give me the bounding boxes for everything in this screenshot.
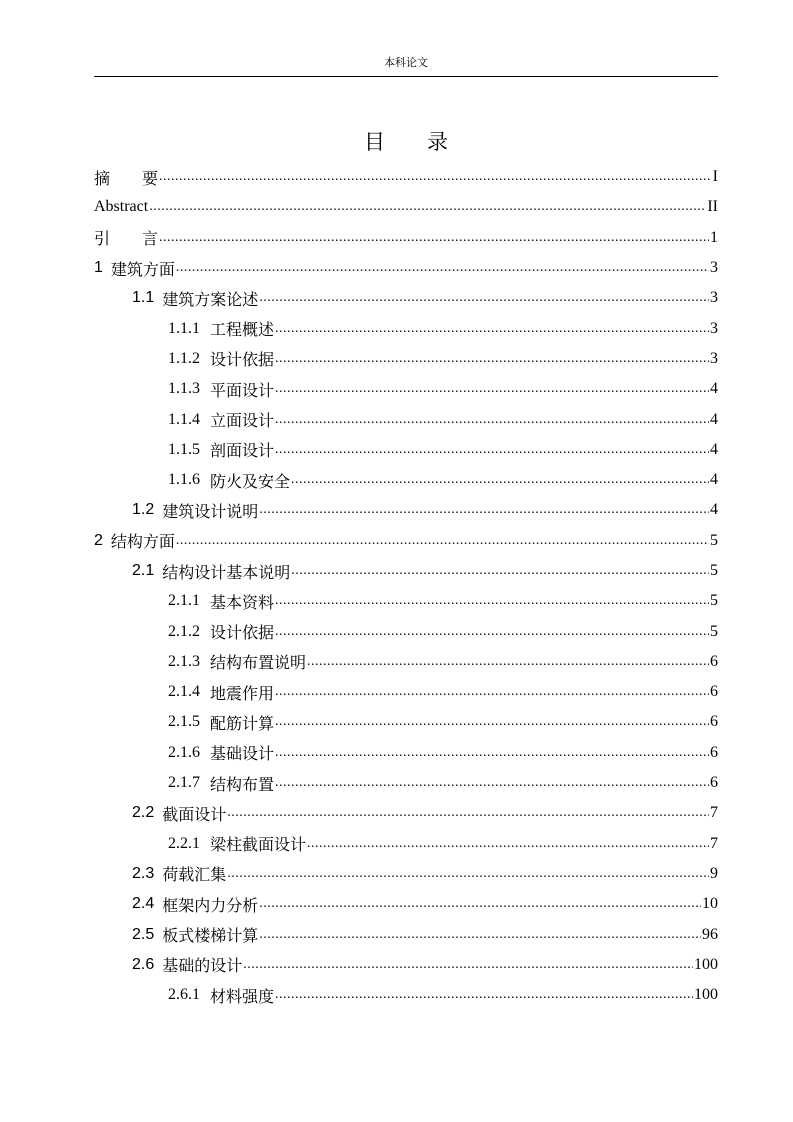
toc-entry-page: 7	[710, 834, 718, 852]
toc-entry[interactable]	[94, 980, 718, 1010]
toc-entry-page: 5	[710, 562, 718, 579]
dot-leader	[275, 684, 709, 700]
toc-entry-number: 2.1.6	[168, 743, 200, 761]
toc-title-char-1: 目	[364, 130, 385, 154]
toc-entry-label: 建筑方案论述	[162, 291, 259, 309]
toc-entry[interactable]	[94, 495, 718, 525]
toc-entry-label-char: 引	[94, 231, 111, 249]
toc-entry-label: 基本资料	[210, 594, 275, 612]
toc-entry-label: 地震作用	[210, 685, 275, 703]
toc-entry-label: 配筋计算	[210, 715, 275, 733]
toc-entry[interactable]	[94, 526, 718, 556]
toc-entry-label: 材料强度	[210, 988, 275, 1006]
toc-entry-page: 6	[710, 774, 718, 792]
dot-leader	[275, 321, 709, 337]
toc-entry-label-char: 摘	[94, 170, 111, 188]
dot-leader	[291, 563, 709, 579]
toc-title	[94, 128, 718, 156]
toc-entry-number: 1.1.1	[168, 319, 200, 337]
toc-entry-label: 板式楼梯计算	[162, 928, 259, 946]
toc-entry[interactable]	[94, 465, 718, 495]
toc-entry-number: 1.1.5	[168, 440, 200, 458]
toc-entry-page: 6	[710, 743, 718, 761]
toc-entry-page: 9	[710, 864, 718, 882]
toc-entry-label: 基础设计	[210, 746, 275, 764]
toc-entry-page: 100	[694, 986, 718, 1004]
toc-entry-number: 2.2.1	[168, 834, 200, 852]
toc-entry[interactable]	[94, 950, 718, 980]
dot-leader	[275, 714, 709, 730]
toc-entry-number: 2.3	[132, 864, 155, 882]
dot-leader	[291, 472, 709, 488]
toc-entry-label: 截面设计	[162, 806, 227, 824]
toc-entry-number: 2.6.1	[168, 986, 200, 1004]
toc-entry-label: 框架内力分析	[162, 897, 259, 915]
toc-entry-page: 1	[710, 228, 718, 246]
dot-leader	[176, 533, 709, 549]
toc-entry[interactable]	[94, 919, 718, 949]
dot-leader	[275, 775, 709, 791]
toc-entry-page: 5	[710, 622, 718, 640]
toc-entry-page: 100	[694, 955, 718, 973]
toc-entry[interactable]	[94, 889, 718, 919]
toc-entry-page: 3	[710, 319, 718, 337]
toc-entry[interactable]	[94, 313, 718, 343]
dot-leader	[259, 502, 709, 518]
toc-entry-number: 1.1.4	[168, 410, 200, 428]
toc-entry-page: 6	[710, 652, 718, 670]
toc-entry[interactable]	[94, 586, 718, 616]
toc-entry-page: II	[707, 198, 718, 216]
toc-entry-label: 剖面设计	[210, 443, 275, 461]
toc-entry-number: 1.1.2	[168, 349, 200, 367]
toc-entry[interactable]	[94, 253, 718, 283]
dot-leader	[243, 957, 693, 973]
dot-leader	[275, 987, 693, 1003]
toc-title-char-2: 录	[427, 130, 448, 154]
toc-entry[interactable]	[94, 435, 718, 465]
dot-leader	[275, 442, 709, 458]
toc-entry-number: 1.1.6	[168, 471, 200, 489]
toc-entry-label: 结构设计基本说明	[162, 564, 291, 582]
toc-entry[interactable]	[94, 738, 718, 768]
toc-entry-page: 5	[710, 592, 718, 610]
toc-entry-page: 4	[710, 501, 718, 519]
toc-entry-label: 工程概述	[210, 322, 275, 340]
toc-entry-label: 建筑设计说明	[162, 503, 259, 521]
toc-entry-number: 2.1.4	[168, 683, 200, 701]
toc-entry[interactable]	[94, 404, 718, 434]
dot-leader	[259, 290, 709, 306]
toc-entry-number: 1.1.3	[168, 380, 200, 398]
toc-entry-page: 7	[710, 804, 718, 822]
toc-entry[interactable]	[94, 768, 718, 798]
toc-entry-label: 设计依据	[210, 625, 275, 643]
toc-entry-label-char: 言	[142, 231, 159, 249]
toc-entry-page: 4	[710, 471, 718, 489]
toc-entry-label: 设计依据	[210, 352, 275, 370]
dot-leader	[275, 624, 709, 640]
toc-entry-page: 10	[702, 895, 718, 913]
toc-entry-number: 2.1.5	[168, 713, 200, 731]
toc-entry-number: 2.1	[132, 562, 155, 579]
toc-entry-label	[94, 226, 158, 249]
toc-entry-label	[94, 166, 158, 189]
dot-leader	[176, 260, 709, 276]
dot-leader	[159, 230, 709, 246]
toc-entry-page: 4	[710, 410, 718, 428]
toc-entry-number: 2.6	[132, 955, 155, 973]
toc-entry[interactable]	[94, 798, 718, 828]
toc-entry-label: 结构方面	[110, 534, 175, 552]
toc-entry[interactable]	[94, 192, 718, 222]
toc-entry[interactable]	[94, 707, 718, 737]
table-of-contents	[94, 162, 718, 1010]
toc-entry[interactable]	[94, 223, 718, 253]
toc-entry-number: 2.2	[132, 804, 155, 822]
toc-entry-page: 6	[710, 713, 718, 731]
toc-entry-page: 4	[710, 380, 718, 398]
running-header: 本科论文	[384, 57, 428, 69]
dot-leader	[227, 805, 709, 821]
dot-leader	[227, 866, 709, 882]
toc-entry-label-char: 要	[142, 170, 159, 188]
header-rule	[94, 76, 718, 77]
toc-entry[interactable]	[94, 283, 718, 313]
dot-leader	[307, 836, 709, 852]
toc-entry-number: 1	[94, 259, 103, 277]
toc-entry-number: 1.1	[132, 289, 155, 307]
toc-entry[interactable]	[94, 344, 718, 374]
toc-entry-number: 2.1.3	[168, 652, 200, 670]
toc-entry-label: 建筑方面	[110, 261, 175, 279]
toc-entry-label: 平面设计	[210, 382, 275, 400]
toc-entry-label: 结构布置	[210, 776, 275, 794]
dot-leader	[275, 593, 709, 609]
toc-entry-number: 2.1.1	[168, 592, 200, 610]
toc-entry[interactable]	[94, 829, 718, 859]
toc-entry-label: 立面设计	[210, 413, 275, 431]
toc-entry-page: 3	[710, 289, 718, 307]
dot-leader	[275, 412, 709, 428]
dot-leader	[275, 381, 709, 397]
toc-entry-page: 5	[710, 531, 718, 549]
toc-entry-number: 2	[94, 531, 103, 549]
toc-entry-label: 结构布置说明	[210, 655, 307, 673]
toc-entry-label: 梁柱截面设计	[210, 837, 307, 855]
toc-entry-page: 3	[710, 259, 718, 277]
dot-leader	[149, 199, 706, 215]
toc-entry-number: 2.4	[132, 895, 155, 913]
toc-entry[interactable]	[94, 162, 718, 192]
dot-leader	[159, 169, 712, 185]
toc-entry-page: 3	[710, 349, 718, 367]
toc-entry[interactable]	[94, 677, 718, 707]
toc-entry-number: 2.1.7	[168, 774, 200, 792]
toc-entry-label: 基础的设计	[162, 958, 243, 976]
dot-leader	[259, 927, 701, 943]
dot-leader	[307, 654, 709, 670]
dot-leader	[259, 896, 701, 912]
toc-entry-number: 1.2	[132, 501, 155, 519]
toc-entry-page: 6	[710, 683, 718, 701]
dot-leader	[275, 745, 709, 761]
toc-entry-page: 4	[710, 440, 718, 458]
dot-leader	[275, 351, 709, 367]
toc-entry[interactable]	[94, 647, 718, 677]
toc-entry[interactable]	[94, 374, 718, 404]
toc-entry[interactable]	[94, 616, 718, 646]
toc-entry[interactable]	[94, 859, 718, 889]
toc-entry-label: Abstract	[94, 198, 149, 216]
toc-entry-page: 96	[702, 925, 718, 943]
toc-entry-label: 防火及安全	[210, 473, 291, 491]
toc-entry[interactable]	[94, 556, 718, 586]
toc-entry-page: I	[712, 168, 718, 186]
toc-entry-number: 2.5	[132, 925, 155, 943]
toc-entry-label: 荷载汇集	[162, 867, 227, 885]
toc-entry-number: 2.1.2	[168, 622, 200, 640]
